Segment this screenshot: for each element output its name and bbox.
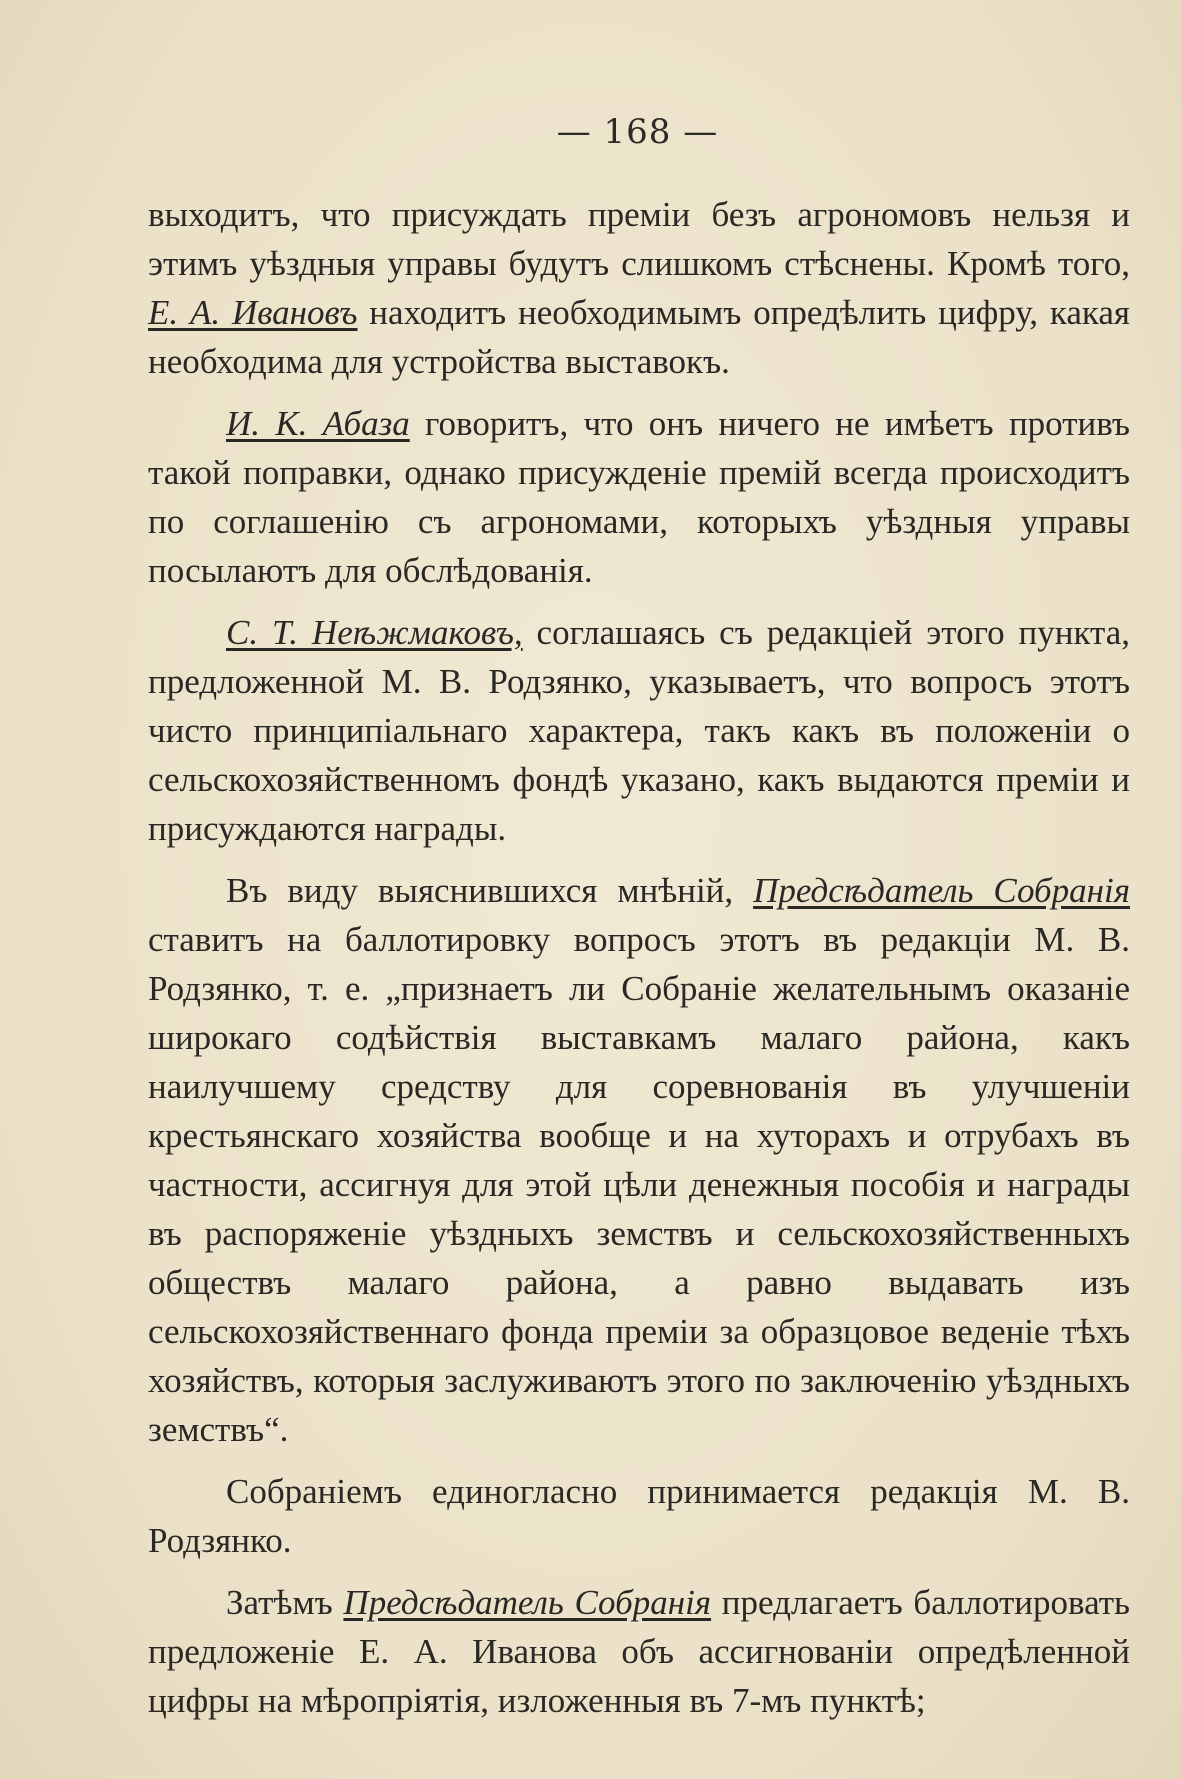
paragraph-5	[148, 1467, 1130, 1565]
paragraph-4	[148, 866, 1130, 1454]
speaker-name-ivanov: Е. А. Ивановъ	[148, 293, 358, 332]
paragraph-2	[148, 399, 1130, 595]
paragraph-4-start: Въ виду выяснившихся мнѣнiй,	[226, 871, 754, 910]
paragraph-6-text: предлагаетъ баллотировать предложенiе Е. А. Иванова объ ассигнованiи опредѣленной цифры на мѣропрiятiя, изложенныя въ 7-мъ пунктѣ;	[148, 1583, 1130, 1720]
speaker-name-chairman-2: Предсѣдатель Собранiя	[343, 1583, 712, 1622]
paragraph-4-text: ставитъ на баллотировку вопросъ этотъ въ редакцiи М. В. Родзянко, т. е. „признаетъ ли Собранiе желательнымъ оказанiе широкаго содѣйствiя выставкамъ малаго района, какъ наилучшему средству для соревнованiя въ улучшенiи крестьянскаго хозяйства вообще и на хуторахъ и отрубахъ въ частности, ассигнуя для этой цѣли денежныя пособiя и награды въ распоряженiе уѣздныхъ земствъ и сельскохозяйственныхъ обществъ малаго района, а равно выдавать изъ сельскохозяйственнаго фонда премiи за образцовое веденiе тѣхъ хозяйствъ, которыя заслуживаютъ этого по заключенiю уѣздныхъ земствъ“.	[148, 920, 1130, 1449]
paragraph-3	[148, 608, 1130, 853]
paragraph-2-text: говоритъ, что онъ ничего не имѣетъ противъ такой поправки, однако присужденiе премiй всегда происходитъ по соглашенiю съ агрономами, которыхъ уѣздныя управы посылаютъ для обслѣдованiя.	[148, 404, 1131, 590]
paragraph-1-text: выходитъ, что присуждать премiи безъ агрономовъ нельзя и этимъ уѣздныя управы будутъ слишкомъ стѣснены. Кромѣ того,	[148, 195, 1130, 283]
paragraph-3-text: соглашаясь съ редакцiей этого пункта, предложенной М. В. Родзянко, указываетъ, что вопросъ этотъ чисто принципiальнаго характера, такъ какъ въ положенiи о сельскохозяйственномъ фондѣ указано, какъ выдаются премiи и присуждаются награды.	[148, 613, 1130, 848]
body-text	[148, 190, 1130, 1738]
paragraph-6	[148, 1578, 1130, 1725]
speaker-name-chairman: Предсѣдатель Собранiя	[753, 871, 1130, 910]
paragraph-5-text: Собранiемъ единогласно принимается редакцiя М. В. Родзянко.	[148, 1472, 1130, 1560]
paragraph-6-start: Затѣмъ	[226, 1583, 344, 1622]
page-number: — 168 —	[556, 112, 719, 152]
speaker-name-abaza: И. К. Абаза	[226, 404, 410, 443]
paragraph-1	[148, 190, 1130, 386]
speaker-name-neezhmakov: С. Т. Неѣжмаковъ,	[226, 613, 523, 652]
paragraph-1-rest: находитъ необходимымъ опредѣлить цифру, какая необходима для устройства выставокъ.	[148, 293, 1130, 381]
